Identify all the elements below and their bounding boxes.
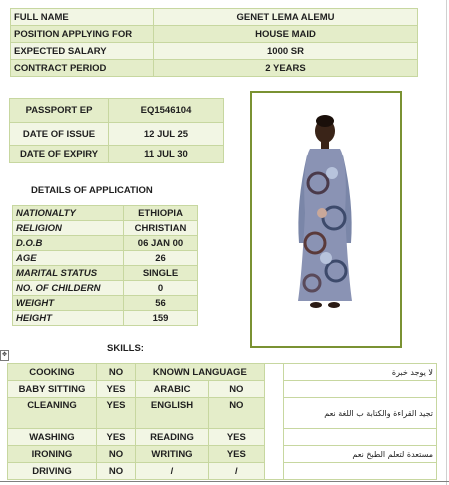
skill-driving-label: DRIVING xyxy=(8,463,97,480)
nationality-label: NATIONALTY xyxy=(13,206,124,221)
empty-cell xyxy=(283,429,436,446)
language-arabic-label: ARABIC xyxy=(136,381,209,398)
dob-label: D.O.B xyxy=(13,236,124,251)
table-row xyxy=(13,221,198,236)
children-value[interactable]: 0 xyxy=(124,281,198,296)
table-row xyxy=(11,60,418,77)
position-value[interactable]: HOUSE MAID xyxy=(154,26,418,43)
arabic-note-cooking: مستعدة لتعلم الطبخ نعم xyxy=(283,446,436,463)
table-row xyxy=(11,9,418,26)
nationality-value[interactable]: ETHIOPIA xyxy=(124,206,198,221)
table-row xyxy=(10,146,224,163)
salary-label: EXPECTED SALARY xyxy=(11,43,154,60)
table-row xyxy=(10,123,224,146)
religion-label: RELIGION xyxy=(13,221,124,236)
table-row xyxy=(8,429,437,446)
table-row xyxy=(8,381,437,398)
language-english-label: ENGLISH xyxy=(136,398,209,429)
page-edge-rule xyxy=(446,0,447,485)
arabic-note-reading-writing: تجيد القراءة والكتابة ب اللغة نعم xyxy=(283,398,436,429)
table-row xyxy=(13,251,198,266)
age-label: AGE xyxy=(13,251,124,266)
skill-washing-label: WASHING xyxy=(8,429,97,446)
weight-value[interactable]: 56 xyxy=(124,296,198,311)
children-label: NO. OF CHILDERN xyxy=(13,281,124,296)
issue-label: DATE OF ISSUE xyxy=(10,123,109,146)
table-row xyxy=(13,296,198,311)
position-label: POSITION APPLYING FOR xyxy=(11,26,154,43)
table-row xyxy=(8,446,437,463)
page-bottom-rule xyxy=(0,481,449,482)
skill-driving-value[interactable]: NO xyxy=(97,463,136,480)
arabic-note-experience: لا يوجد خبرة xyxy=(283,364,436,381)
language-english-value[interactable]: NO xyxy=(209,398,265,429)
applicant-photo xyxy=(250,91,402,348)
height-value[interactable]: 159 xyxy=(124,311,198,326)
skill-cleaning-value[interactable]: YES xyxy=(97,398,136,429)
application-heading: DETAILS OF APPLICATION xyxy=(31,185,153,196)
marital-status-value[interactable]: SINGLE xyxy=(124,266,198,281)
table-row xyxy=(13,206,198,221)
table-row xyxy=(13,281,198,296)
table-row xyxy=(13,236,198,251)
table-row xyxy=(11,43,418,60)
spacer-cell xyxy=(264,364,283,480)
language-reading-label: READING xyxy=(136,429,209,446)
height-label: HEIGHT xyxy=(13,311,124,326)
contract-value[interactable]: 2 YEARS xyxy=(154,60,418,77)
full-name-label: FULL NAME xyxy=(11,9,154,26)
empty-cell xyxy=(283,381,436,398)
table-row xyxy=(11,26,418,43)
language-extra-label: / xyxy=(136,463,209,480)
expiry-label: DATE OF EXPIRY xyxy=(10,146,109,163)
language-reading-value[interactable]: YES xyxy=(209,429,265,446)
salary-value[interactable]: 1000 SR xyxy=(154,43,418,60)
personal-info-table xyxy=(10,8,418,77)
issue-value[interactable]: 12 JUL 25 xyxy=(109,123,224,146)
table-row xyxy=(10,99,224,123)
religion-value[interactable]: CHRISTIAN xyxy=(124,221,198,236)
applicant-photo-icon xyxy=(252,93,400,346)
table-row xyxy=(13,266,198,281)
dob-value[interactable]: 06 JAN 00 xyxy=(124,236,198,251)
skill-baby-sitting-label: BABY SITTING xyxy=(8,381,97,398)
empty-cell xyxy=(283,463,436,480)
application-table xyxy=(12,205,198,326)
skill-washing-value[interactable]: YES xyxy=(97,429,136,446)
weight-label: WEIGHT xyxy=(13,296,124,311)
skills-table xyxy=(7,363,437,480)
passport-table xyxy=(9,98,224,163)
skill-ironing-label: IRONING xyxy=(8,446,97,463)
skill-cooking-value[interactable]: NO xyxy=(97,364,136,381)
table-row xyxy=(13,311,198,326)
table-row xyxy=(8,463,437,480)
language-arabic-value[interactable]: NO xyxy=(209,381,265,398)
expiry-value[interactable]: 11 JUL 30 xyxy=(109,146,224,163)
contract-label: CONTRACT PERIOD xyxy=(11,60,154,77)
language-extra-value[interactable]: / xyxy=(209,463,265,480)
age-value[interactable]: 26 xyxy=(124,251,198,266)
language-writing-label: WRITING xyxy=(136,446,209,463)
known-language-header: KNOWN LANGUAGE xyxy=(136,364,265,381)
skills-heading: SKILLS: xyxy=(107,343,144,354)
marital-status-label: MARITAL STATUS xyxy=(13,266,124,281)
passport-label: PASSPORT EP xyxy=(10,99,109,123)
skill-baby-sitting-value[interactable]: YES xyxy=(97,381,136,398)
skill-ironing-value[interactable]: NO xyxy=(97,446,136,463)
table-row xyxy=(8,398,437,429)
skill-cooking-label: COOKING xyxy=(8,364,97,381)
full-name-value[interactable]: GENET LEMA ALEMU xyxy=(154,9,418,26)
table-row xyxy=(8,364,437,381)
language-writing-value[interactable]: YES xyxy=(209,446,265,463)
passport-value[interactable]: EQ1546104 xyxy=(109,99,224,123)
skill-cleaning-label: CLEANING xyxy=(8,398,97,429)
table-move-handle-icon[interactable]: ✥ xyxy=(0,350,9,361)
